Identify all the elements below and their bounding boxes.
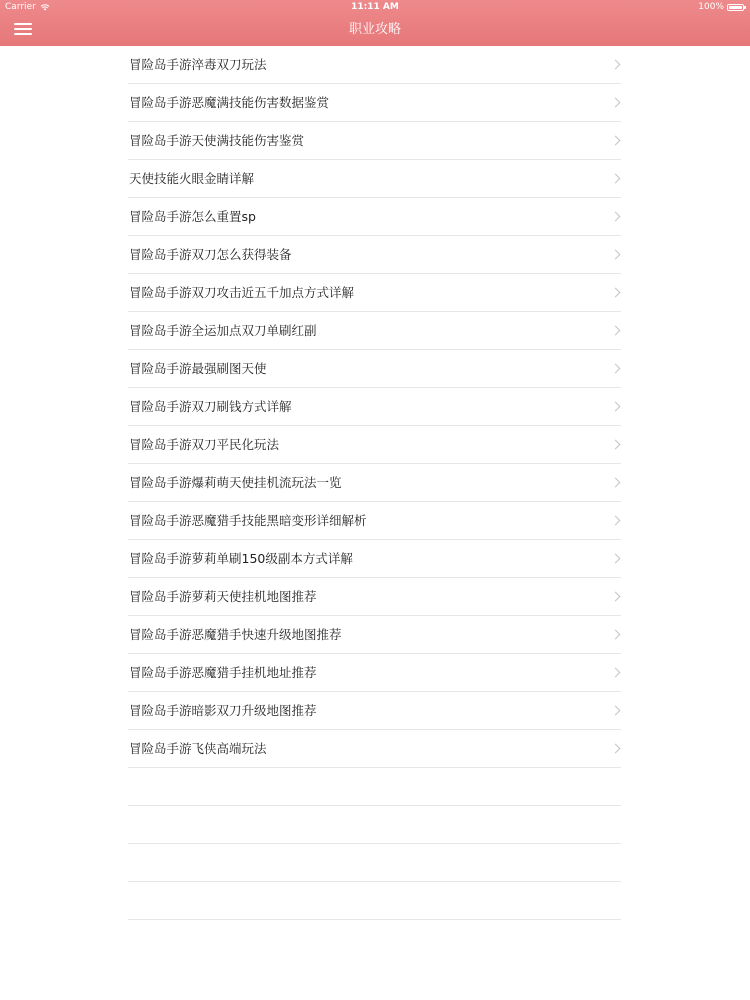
chevron-right-icon bbox=[611, 136, 621, 146]
list-item[interactable] bbox=[128, 388, 621, 426]
list-item-label: 冒险岛手游天使满技能伤害鉴赏 bbox=[129, 133, 305, 148]
navigation-bar bbox=[0, 14, 750, 46]
chevron-right-icon bbox=[611, 706, 621, 716]
chevron-right-icon bbox=[611, 288, 621, 298]
page-title: 职业攻略 bbox=[348, 22, 401, 37]
chevron-right-icon bbox=[611, 402, 621, 412]
list-item-label: 冒险岛手游最强刷图天使 bbox=[129, 361, 267, 376]
list-item-label: 冒险岛手游淬毒双刀玩法 bbox=[129, 57, 267, 72]
list-item[interactable] bbox=[128, 198, 621, 236]
list-item[interactable] bbox=[128, 730, 621, 768]
list-item-label: 冒险岛手游双刀怎么获得装备 bbox=[129, 247, 292, 262]
list-item-label: 冒险岛手游恶魔满技能伤害数据鉴赏 bbox=[129, 95, 330, 110]
chevron-right-icon bbox=[611, 326, 621, 336]
guide-list bbox=[128, 46, 621, 920]
chevron-right-icon bbox=[611, 478, 621, 488]
list-item-label: 冒险岛手游恶魔猎手挂机地址推荐 bbox=[129, 665, 317, 680]
list-item[interactable] bbox=[128, 540, 621, 578]
chevron-right-icon bbox=[611, 98, 621, 108]
status-time: 11:11 AM bbox=[351, 2, 399, 12]
list-item-label: 冒险岛手游恶魔猎手技能黑暗变形详细解析 bbox=[129, 513, 367, 528]
chevron-right-icon bbox=[611, 364, 621, 374]
chevron-right-icon bbox=[611, 554, 621, 564]
list-item[interactable] bbox=[128, 654, 621, 692]
battery-group bbox=[698, 0, 744, 14]
chevron-right-icon bbox=[611, 668, 621, 678]
chevron-right-icon bbox=[611, 60, 621, 70]
list-item-label: 天使技能火眼金睛详解 bbox=[129, 171, 255, 186]
empty-row bbox=[128, 844, 621, 882]
list-item[interactable] bbox=[128, 578, 621, 616]
list-item[interactable] bbox=[128, 692, 621, 730]
list-item-label: 冒险岛手游恶魔猎手快速升级地图推荐 bbox=[129, 627, 342, 642]
chevron-right-icon bbox=[611, 516, 621, 526]
list-item[interactable] bbox=[128, 84, 621, 122]
list-item-label: 冒险岛手游全运加点双刀单刷红副 bbox=[129, 323, 317, 338]
list-item-label: 冒险岛手游萝莉单刷150级副本方式详解 bbox=[129, 551, 353, 566]
battery-percent: 100% bbox=[698, 2, 724, 12]
chevron-right-icon bbox=[611, 592, 621, 602]
chevron-right-icon bbox=[611, 630, 621, 640]
list-item-label: 冒险岛手游飞侠高端玩法 bbox=[129, 741, 267, 756]
list-item[interactable] bbox=[128, 160, 621, 198]
list-item[interactable] bbox=[128, 350, 621, 388]
chevron-right-icon bbox=[611, 440, 621, 450]
chevron-right-icon bbox=[611, 250, 621, 260]
status-bar bbox=[0, 0, 750, 14]
list-item-label: 冒险岛手游双刀平民化玩法 bbox=[129, 437, 280, 452]
list-item[interactable] bbox=[128, 426, 621, 464]
list-item[interactable] bbox=[128, 236, 621, 274]
battery-icon bbox=[727, 4, 744, 11]
list-item[interactable] bbox=[128, 46, 621, 84]
carrier-label: Carrier bbox=[5, 2, 36, 12]
list-item-label: 冒险岛手游怎么重置sp bbox=[129, 209, 256, 224]
list-item[interactable] bbox=[128, 122, 621, 160]
list-item[interactable] bbox=[128, 464, 621, 502]
list-item-label: 冒险岛手游萝莉天使挂机地图推荐 bbox=[129, 589, 317, 604]
list-item[interactable] bbox=[128, 312, 621, 350]
list-item[interactable] bbox=[128, 274, 621, 312]
chevron-right-icon bbox=[611, 744, 621, 754]
top-bar bbox=[0, 0, 750, 46]
empty-row bbox=[128, 806, 621, 844]
empty-row bbox=[128, 882, 621, 920]
list-item[interactable] bbox=[128, 502, 621, 540]
list-item[interactable] bbox=[128, 616, 621, 654]
chevron-right-icon bbox=[611, 212, 621, 222]
list-item-label: 冒险岛手游双刀攻击近五千加点方式详解 bbox=[129, 285, 355, 300]
list-item-label: 冒险岛手游爆莉萌天使挂机流玩法一览 bbox=[129, 475, 342, 490]
list-item-label: 冒险岛手游暗影双刀升级地图推荐 bbox=[129, 703, 317, 718]
empty-row bbox=[128, 768, 621, 806]
list-item-label: 冒险岛手游双刀刷钱方式详解 bbox=[129, 399, 292, 414]
chevron-right-icon bbox=[611, 174, 621, 184]
